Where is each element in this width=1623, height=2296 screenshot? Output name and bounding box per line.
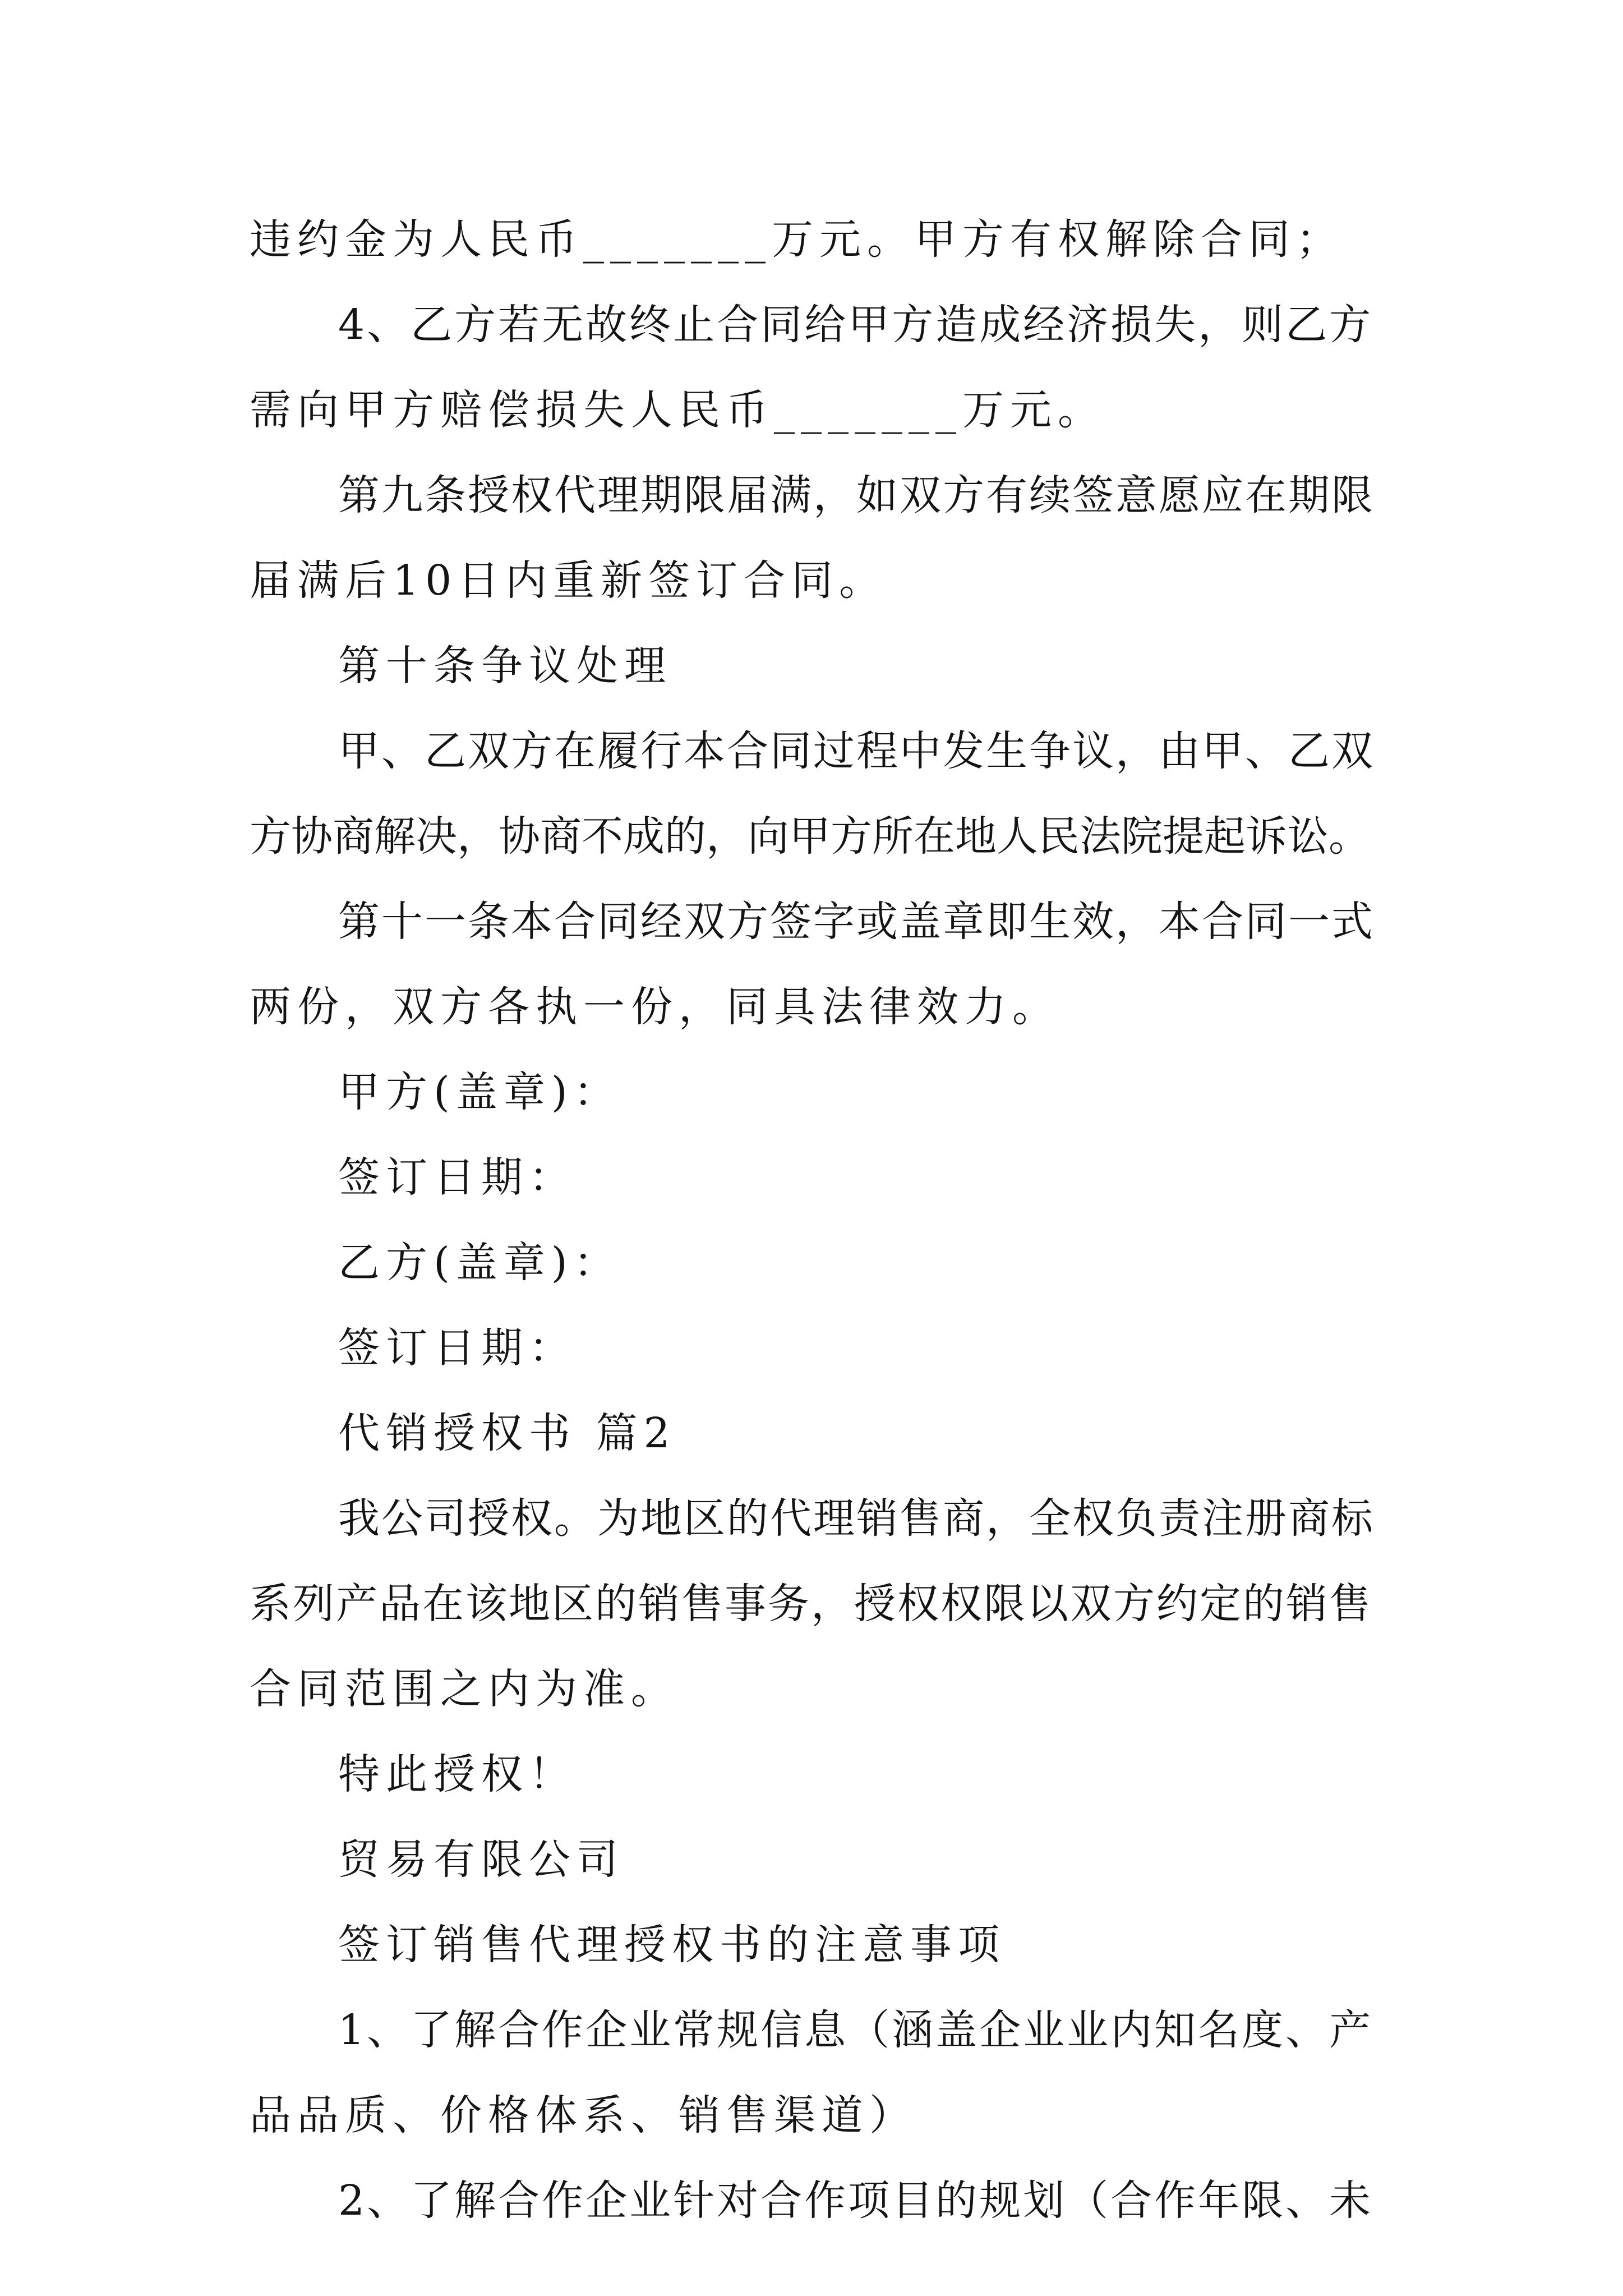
text-line: 需向甲方赔偿损失人民币_______万元。 <box>250 386 1105 434</box>
text-line: 品品质、价格体系、销售渠道） <box>250 2091 917 2139</box>
date-label: 签订日期： <box>338 1153 577 1202</box>
text-line: 合同范围之内为准。 <box>250 1665 679 1713</box>
text-line: 2、了解合作企业针对合作项目的规划（合作年限、未 <box>338 2177 1373 2225</box>
signature-label: 乙方(盖章)： <box>338 1239 621 1287</box>
company-name: 贸易有限公司 <box>338 1835 624 1884</box>
text-line: 届满后10日内重新签订合同。 <box>250 556 887 605</box>
section-heading: 签订销售代理授权书的注意事项 <box>338 1921 1006 1969</box>
text-line: 系列产品在该地区的销售事务，授权权限以双方约定的销售 <box>250 1580 1372 1628</box>
text-line: 第十一条本合同经双方签字或盖章即生效，本合同一式 <box>338 898 1375 946</box>
date-label: 签订日期： <box>338 1324 577 1372</box>
text-line: 方协商解决，协商不成的，向甲方所在地人民法院提起诉讼。 <box>250 812 1370 861</box>
section-heading: 第十条争议处理 <box>338 642 672 690</box>
text-line: 4、乙方若无故终止合同给甲方造成经济损失，则乙方 <box>338 301 1373 349</box>
text-line: 我公司授权。为地区的代理销售商，全权负责注册商标 <box>338 1494 1375 1543</box>
text-line: 两份，双方各执一份，同具法律效力。 <box>250 983 1060 1031</box>
text-line: 特此授权！ <box>338 1750 577 1798</box>
text-line: 1、了解合作企业常规信息（涵盖企业业内知名度、产 <box>338 2006 1373 2054</box>
signature-label: 甲方(盖章)： <box>338 1068 621 1116</box>
section-heading: 代销授权书 篇2 <box>338 1409 676 1457</box>
text-line: 甲、乙双方在履行本合同过程中发生争议，由甲、乙双 <box>338 727 1375 775</box>
text-line: 违约金为人民币_______万元。甲方有权解除合同； <box>250 215 1344 264</box>
text-line: 第九条授权代理期限届满，如双方有续签意愿应在期限 <box>338 471 1375 519</box>
